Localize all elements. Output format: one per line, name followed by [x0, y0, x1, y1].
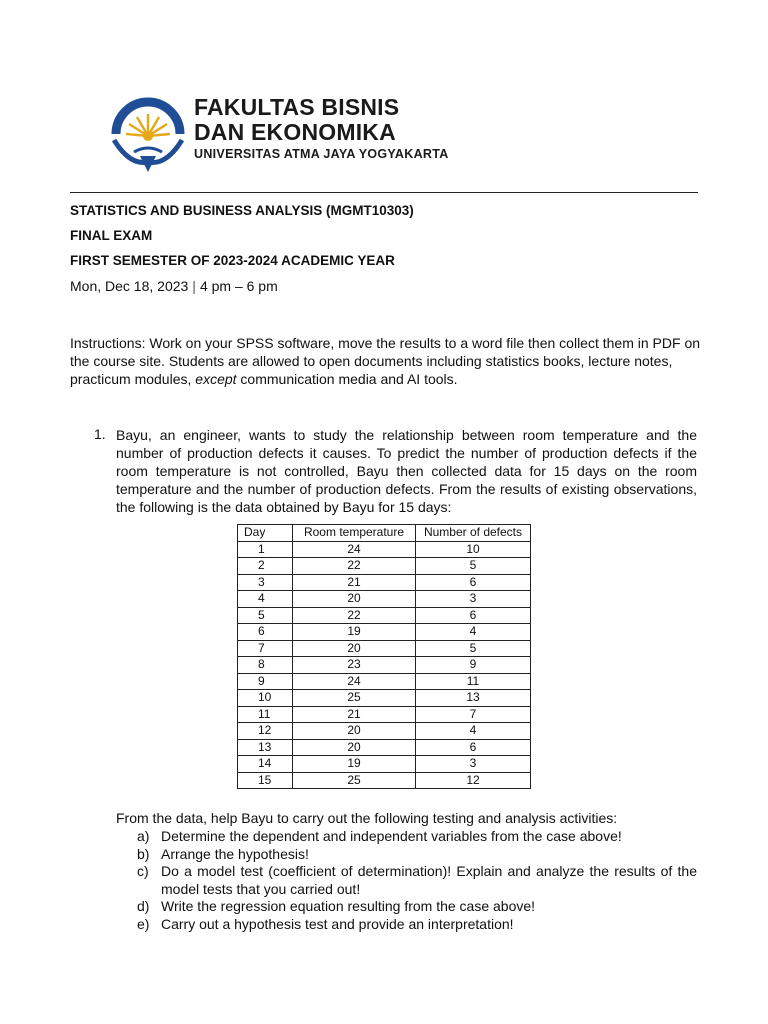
- defects-cell: 9: [416, 657, 531, 674]
- day-cell: 11: [238, 706, 293, 723]
- defects-cell: 3: [416, 756, 531, 773]
- defects-cell: 4: [416, 624, 531, 641]
- table-row: [238, 739, 531, 756]
- task-label: c): [137, 863, 149, 879]
- table-row: [238, 607, 531, 624]
- room-temperature-cell: 22: [293, 607, 416, 624]
- faculty-name-line1: FAKULTAS BISNIS: [194, 94, 400, 120]
- room-temperature-cell: 21: [293, 706, 416, 723]
- semester-title: FIRST SEMESTER OF 2023-2024 ACADEMIC YEAR: [70, 253, 395, 268]
- defects-cell: 7: [416, 706, 531, 723]
- table-row: [238, 723, 531, 740]
- defects-cell: 6: [416, 574, 531, 591]
- defects-cell: 13: [416, 690, 531, 707]
- day-cell: 1: [238, 541, 293, 558]
- defects-cell: 4: [416, 723, 531, 740]
- tasks-intro: From the data, help Bayu to carry out the following testing and analysis activities:: [116, 810, 618, 826]
- table-row: [238, 706, 531, 723]
- question-number: 1.: [94, 426, 106, 442]
- day-cell: 8: [238, 657, 293, 674]
- task-item: [137, 828, 697, 846]
- defects-cell: 6: [416, 607, 531, 624]
- course-title: STATISTICS AND BUSINESS ANALYSIS (MGMT10303): [70, 203, 414, 218]
- task-item: [137, 846, 697, 864]
- defects-cell: 5: [416, 640, 531, 657]
- column-header-number-of-defects: Number of defects: [416, 525, 531, 542]
- defects-cell: 5: [416, 558, 531, 575]
- defects-cell: 11: [416, 673, 531, 690]
- table-row: [238, 756, 531, 773]
- exam-title: FINAL EXAM: [70, 228, 153, 243]
- day-cell: 10: [238, 690, 293, 707]
- table-row: [238, 690, 531, 707]
- university-logo: [110, 92, 186, 174]
- header-divider: [70, 192, 698, 193]
- day-cell: 13: [238, 739, 293, 756]
- day-cell: 9: [238, 673, 293, 690]
- defects-cell: 6: [416, 739, 531, 756]
- day-cell: 6: [238, 624, 293, 641]
- room-temperature-cell: 19: [293, 624, 416, 641]
- task-label: b): [137, 845, 150, 862]
- task-label: d): [137, 898, 150, 914]
- task-item: [137, 898, 697, 916]
- instructions: [70, 334, 700, 388]
- room-temperature-cell: 25: [293, 690, 416, 707]
- day-cell: 5: [238, 607, 293, 624]
- university-name: UNIVERSITAS ATMA JAYA YOGYAKARTA: [194, 147, 449, 161]
- instructions-emphasis: except: [195, 371, 237, 387]
- exam-date: Mon, Dec 18, 2023: [70, 278, 189, 294]
- instructions-text: Instructions: Work on your SPSS software, move the results to a word file then collect them in PDF on the course site. Students are allowed to open documents including statistics books, lecture notes, practicum modules,: [70, 335, 701, 387]
- defects-cell: 3: [416, 591, 531, 608]
- room-temperature-cell: 20: [293, 591, 416, 608]
- room-temperature-cell: 25: [293, 772, 416, 789]
- table-row: [238, 558, 531, 575]
- day-cell: 4: [238, 591, 293, 608]
- day-cell: 7: [238, 640, 293, 657]
- room-temperature-cell: 20: [293, 739, 416, 756]
- task-text: Determine the dependent and independent variables from the case above!: [161, 828, 622, 844]
- data-table: [237, 524, 531, 789]
- task-text: Carry out a hypothesis test and provide an interpretation!: [161, 915, 514, 932]
- table-header-row: [238, 525, 531, 542]
- exam-time: 4 pm – 6 pm: [199, 278, 278, 294]
- room-temperature-cell: 21: [293, 574, 416, 591]
- room-temperature-cell: 22: [293, 558, 416, 575]
- day-cell: 12: [238, 723, 293, 740]
- table-row: [238, 541, 531, 558]
- column-header-room-temperature: Room temperature: [293, 525, 416, 542]
- task-item: [137, 916, 697, 934]
- table-row: [238, 624, 531, 641]
- table-row: [238, 772, 531, 789]
- task-text: Do a model test (coefficient of determination)! Explain and analyze the results of the model tests that you carried out!: [161, 863, 697, 897]
- day-cell: 15: [238, 772, 293, 789]
- room-temperature-cell: 24: [293, 673, 416, 690]
- date-separator: |: [192, 278, 196, 294]
- day-cell: 2: [238, 558, 293, 575]
- task-text: Write the regression equation resulting from the case above!: [161, 898, 536, 914]
- faculty-name-line2: DAN EKONOMIKA: [194, 119, 396, 145]
- task-list: [137, 828, 697, 933]
- exam-datetime: [70, 278, 278, 294]
- instructions-text-end: communication media and AI tools.: [236, 371, 458, 387]
- defects-cell: 12: [416, 772, 531, 789]
- day-cell: 3: [238, 574, 293, 591]
- task-label: a): [137, 828, 150, 844]
- table-row: [238, 574, 531, 591]
- room-temperature-cell: 20: [293, 640, 416, 657]
- defects-cell: 10: [416, 541, 531, 558]
- column-header-day: Day: [238, 525, 293, 542]
- table-row: [238, 673, 531, 690]
- room-temperature-cell: 20: [293, 723, 416, 740]
- task-label: e): [137, 915, 150, 932]
- table-row: [238, 640, 531, 657]
- room-temperature-cell: 24: [293, 541, 416, 558]
- day-cell: 14: [238, 756, 293, 773]
- table-row: [238, 591, 531, 608]
- task-text: Arrange the hypothesis!: [161, 845, 309, 862]
- room-temperature-cell: 23: [293, 657, 416, 674]
- room-temperature-cell: 19: [293, 756, 416, 773]
- table-row: [238, 657, 531, 674]
- task-item: [137, 863, 697, 898]
- question-text: Bayu, an engineer, wants to study the relationship between room temperature and the number of production defects it causes. To predict the number of production defects if the room temperature is not controlled, Bayu then collected data for 15 days on the room temperature and the number of production defects. From the results of existing observations, the following is the data obtained by Bayu for 15 days:: [116, 427, 697, 515]
